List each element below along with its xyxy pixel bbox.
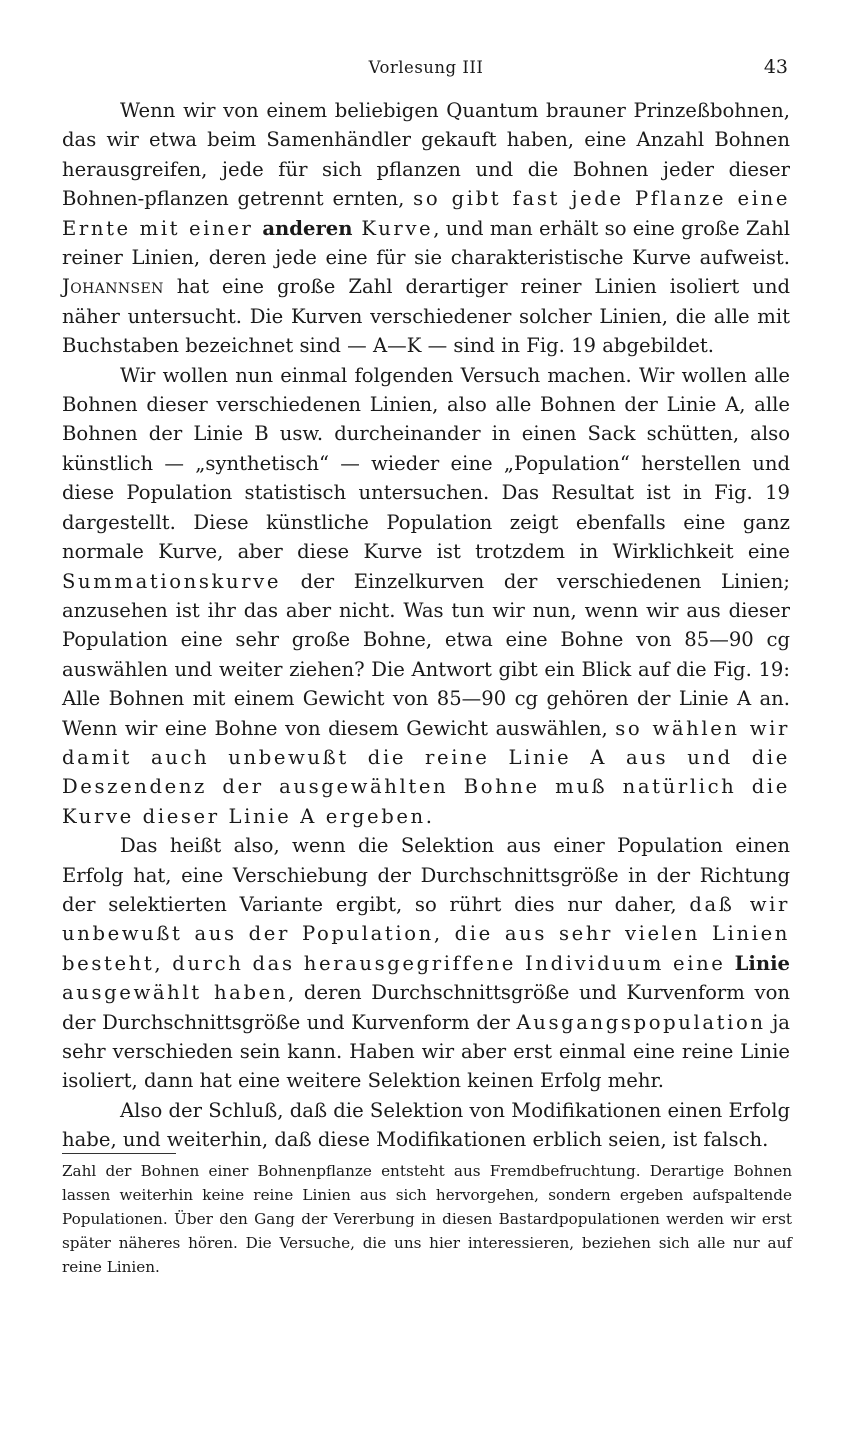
- text-spaced: ausgewählt haben: [62, 981, 289, 1005]
- text-run: der Einzelkurven der verschiedenen Linien; anzusehen ist ihr das aber nicht. Was tun wir nun, wenn wir aus dieser Population eine sehr große Bohne, etwa eine Bohne von 85—90 cg auswählen und weiter ziehen? Die Antwort gibt ein Blick auf die Fig. 19: Alle Bohnen mit einem Gewicht von 85—90 cg gehören der Linie A an. Wenn wir eine Bohne von diesem Gewicht auswählen,: [62, 569, 790, 740]
- text-bold: Linie: [734, 951, 790, 975]
- text-spaced: so gibt fast jede Pflanze eine Ernte mit einer: [62, 187, 791, 240]
- paragraph: [62, 96, 790, 361]
- text-run: , und man erhält so eine große Zahl reiner Linien, deren jede eine für sie charakteristische Kurve aufweist.: [62, 216, 791, 270]
- text-smallcaps: Johannsen: [62, 275, 164, 299]
- page-header: [62, 56, 790, 84]
- paragraph: [62, 831, 790, 1096]
- text-run: , deren Durchschnittsgröße und Kurvenform von der Durchschnittsgröße und Kurvenform der: [62, 981, 791, 1034]
- paragraph: [62, 361, 790, 832]
- text-run: Wir wollen nun einmal folgenden Versuch machen. Wir wollen alle Bohnen dieser verschiedenen Linien, also alle Bohnen der Linie A, alle Bohnen der Linie B usw. durcheinander in einen Sack schütten, also künstlich — „synthetisch“ — wieder eine „Population“ herstellen und diese Population statistisch untersuchen. Das Resultat ist in Fig. 19 dargestellt. Diese künstliche Population zeigt ebenfalls eine ganz normale Kurve, aber diese Kurve ist trotzdem in Wirklichkeit eine: [62, 363, 790, 564]
- text-run: Also der Schluß, daß die Selektion von Modifikationen einen Erfolg habe, und weiterhin, daß diese Modifikationen erblich seien, ist falsch.: [62, 1098, 790, 1152]
- text-run: ja sehr verschieden sein kann. Haben wir aber erst einmal eine reine Linie isoliert, dann hat eine weitere Selektion keinen Erfolg mehr.: [62, 1010, 790, 1093]
- paragraph: [62, 1096, 790, 1155]
- text-spaced: Ausgangspopulation: [516, 1010, 766, 1034]
- page-number: 43: [763, 56, 788, 78]
- footnote: [62, 1160, 792, 1280]
- main-text: [62, 96, 790, 1155]
- text-run: Wenn wir von einem beliebigen Quantum brauner Prinzeßbohnen, das wir etwa beim Samenhändler gekauft haben, eine Anzahl Bohnen herausgreifen, jede für sich pflanzen und die Bohnen jeder dieser Bohnen-pflanzen getrennt ernten,: [62, 99, 790, 211]
- text-run: Das heißt also, wenn die Selektion aus einer Population einen Erfolg hat, eine Verschiebung der Durchschnittsgröße in der Richtung der selektierten Variante ergibt, so rührt dies nur daher,: [62, 834, 790, 916]
- footnote-rule: [62, 1153, 176, 1154]
- footnote-text: Zahl der Bohnen einer Bohnenpflanze entsteht aus Fremdbefruchtung. Derartige Bohnen lassen weiterhin keine reine Linien aus sich hervorgehen, sondern ergeben aufspaltende Populationen. Über den Gang der Vererbung in diesen Bastardpopulationen werden wir erst später näheres hören. Die Versuche, die uns hier interessieren, beziehen sich alle nur auf reine Linien.: [62, 1162, 792, 1276]
- text-run: hat eine große Zahl derartiger reiner Linien isoliert und näher untersucht. Die Kurven verschiedener solcher Linien, die alle mit Buchstaben bezeichnet sind — A—K — sind in Fig. 19 abgebildet.: [62, 275, 790, 358]
- running-head: Vorlesung III: [368, 58, 484, 77]
- text-spaced: Summationskurve: [62, 569, 282, 593]
- text-spaced: daß wir unbewußt aus der Population, die aus sehr vielen Linien besteht, durch das herausgegriffene Individuum eine: [62, 892, 790, 975]
- text-bold: anderen: [262, 216, 353, 240]
- text-spaced: Kurve: [352, 216, 434, 240]
- text-spaced: so wählen wir damit auch unbewußt die reine Linie A aus und die Deszendenz der ausgewählten Bohne muß natürlich die Kurve dieser Linie A ergeben.: [62, 716, 790, 828]
